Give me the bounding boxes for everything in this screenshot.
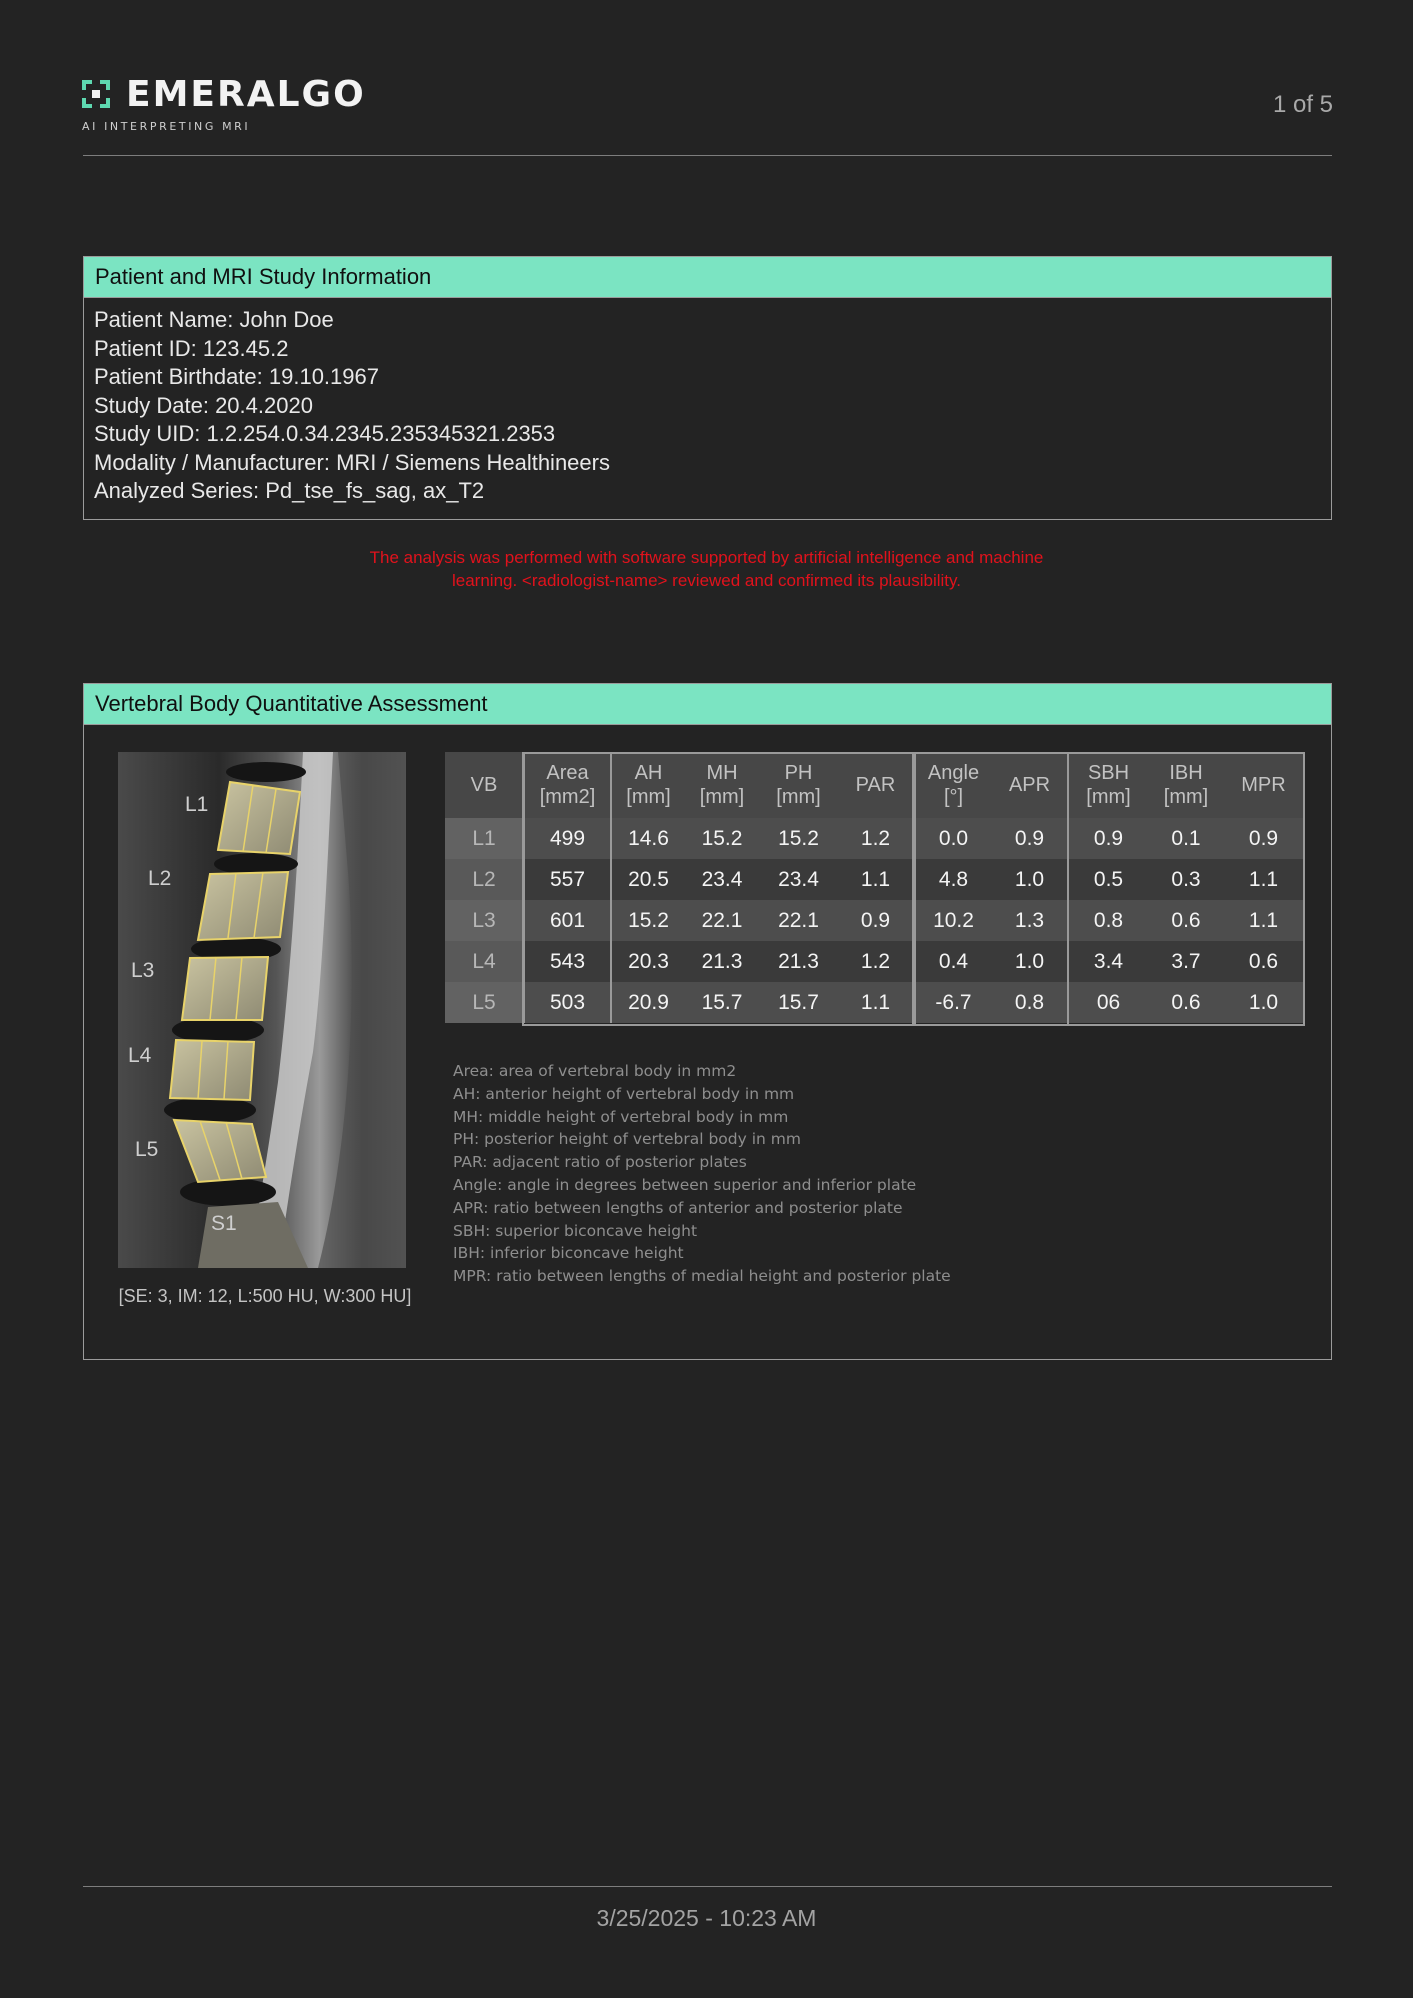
vertebra-level-cell: L5 [445,982,524,1023]
table-cell: 1.1 [1224,900,1303,941]
disclaimer-line: The analysis was performed with software supported by artificial intelligence and machine [369,548,1044,567]
table-row [445,818,1303,859]
table-cell: 21.3 [685,941,759,982]
mri-sagittal-image [118,752,406,1268]
table-cell: 0.9 [838,900,914,941]
table-cell: 1.2 [838,818,914,859]
table-cell: 3.4 [1068,941,1148,982]
table-cell: 3.7 [1148,941,1224,982]
table-cell: 1.1 [838,982,914,1023]
vertebra-label-l2: L2 [148,867,172,890]
patient-info-list [84,298,1331,506]
table-cell: 0.0 [914,818,992,859]
col-header-angle: Angle [°] [914,752,992,818]
patient-info-title: Patient and MRI Study Information [84,257,1331,298]
table-cell: 06 [1068,982,1148,1023]
table-cell: 1.1 [838,859,914,900]
table-cell: 601 [524,900,611,941]
table-cell: 15.7 [759,982,838,1023]
brand-logo [82,76,382,136]
table-cell: 557 [524,859,611,900]
legend-item: PH: posterior height of vertebral body in mm [453,1130,801,1149]
legend-item: SBH: superior biconcave height [453,1221,698,1240]
abbreviation-legend [453,1060,951,1288]
footer-divider [83,1886,1332,1887]
disclaimer-line: learning. <radiologist-name> reviewed and confirmed its plausibility. [451,571,961,590]
vertebra-label-l3: L3 [131,959,155,982]
vertebral-assessment-title: Vertebral Body Quantitative Assessment [84,684,1331,725]
col-header-area: Area [mm2] [524,752,611,818]
col-header-sbh: SBH [mm] [1068,752,1148,818]
vertebra-label-l4: L4 [128,1044,152,1067]
vertebra-label-l1: L1 [185,793,209,816]
col-header-vb: VB [445,752,524,818]
col-header-mh: MH [mm] [685,752,759,818]
patient-id: Patient ID: 123.45.2 [94,335,289,361]
table-cell: 0.6 [1224,941,1303,982]
vertebra-label-l5: L5 [135,1138,159,1161]
table-cell: 0.9 [992,818,1068,859]
vertebral-measurements-table [445,752,1304,1023]
col-header-ph: PH [mm] [759,752,838,818]
vertebra-level-cell: L2 [445,859,524,900]
table-cell: 0.9 [1068,818,1148,859]
col-header-par: PAR [838,752,914,818]
table-cell: 1.0 [1224,982,1303,1023]
study-uid: Study UID: 1.2.254.0.34.2345.235345321.2353 [94,421,556,446]
table-cell: 20.5 [611,859,685,900]
table-row [445,941,1303,982]
legend-item: MH: middle height of vertebral body in mm [453,1107,789,1126]
table-cell: 15.7 [685,982,759,1023]
patient-name: Patient Name: John Doe [94,307,334,332]
table-cell: 499 [524,818,611,859]
table-cell: 23.4 [685,859,759,900]
header-divider [83,155,1332,156]
table-cell: 10.2 [914,900,992,941]
modality-manufacturer: Modality / Manufacturer: MRI / Siemens Healthineers [94,449,610,475]
page-indicator: 1 of 5 [1272,91,1333,118]
table-cell: 21.3 [759,941,838,982]
table-cell: 20.9 [611,982,685,1023]
table-cell: 4.8 [914,859,992,900]
table-cell: 14.6 [611,818,685,859]
mri-image-caption: [SE: 3, IM: 12, L:500 HU, W:300 HU] [118,1286,412,1306]
table-cell: 0.6 [1148,900,1224,941]
ai-disclaimer [83,546,1330,592]
table-cell: 0.3 [1148,859,1224,900]
study-date: Study Date: 20.4.2020 [94,392,313,418]
legend-item: IBH: inferior biconcave height [453,1244,684,1263]
legend-item: APR: ratio between lengths of anterior and posterior plate [453,1198,903,1217]
legend-item: Area: area of vertebral body in mm2 [453,1062,737,1080]
table-cell: 0.6 [1148,982,1224,1023]
brand-tagline: AI INTERPRETING MRI [82,120,251,133]
table-row [445,859,1303,900]
table-cell: 1.1 [1224,859,1303,900]
table-cell: 0.9 [1224,818,1303,859]
table-cell: -6.7 [914,982,992,1023]
table-row [445,900,1303,941]
legend-item: MPR: ratio between lengths of medial height and posterior plate [453,1267,951,1286]
brand-name: EMERALGO [126,74,366,115]
table-cell: 20.3 [611,941,685,982]
vertebra-level-cell: L1 [445,818,524,859]
vertebra-level-cell: L4 [445,941,524,982]
table-cell: 15.2 [611,900,685,941]
vertebra-label-s1: S1 [211,1212,237,1235]
table-cell: 23.4 [759,859,838,900]
col-header-ibh: IBH [mm] [1148,752,1224,818]
table-cell: 0.8 [992,982,1068,1023]
table-cell: 0.5 [1068,859,1148,900]
table-cell: 0.1 [1148,818,1224,859]
legend-item: AH: anterior height of vertebral body in mm [453,1084,795,1103]
table-row [445,982,1303,1023]
table-cell: 1.2 [838,941,914,982]
table-cell: 0.8 [1068,900,1148,941]
col-header-apr: APR [992,752,1068,818]
table-cell: 15.2 [759,818,838,859]
table-cell: 543 [524,941,611,982]
vertebra-level-cell: L3 [445,900,524,941]
patient-info-panel [83,256,1332,520]
mri-spine-graphic [118,752,406,1268]
emeralgo-logo-icon [82,80,110,108]
analyzed-series: Analyzed Series: Pd_tse_fs_sag, ax_T2 [94,478,485,503]
table-cell: 1.0 [992,941,1068,982]
patient-birthdate: Patient Birthdate: 19.10.1967 [94,364,379,389]
table-cell: 0.4 [914,941,992,982]
report-timestamp: 3/25/2025 - 10:23 AM [596,1905,817,1931]
col-header-mpr: MPR [1224,752,1303,818]
legend-item: PAR: adjacent ratio of posterior plates [453,1153,747,1172]
table-cell: 1.3 [992,900,1068,941]
legend-item: Angle: angle in degrees between superior and inferior plate [453,1175,917,1194]
col-header-ah: AH [mm] [611,752,685,818]
table-cell: 22.1 [759,900,838,941]
table-cell: 15.2 [685,818,759,859]
table-cell: 22.1 [685,900,759,941]
table-cell: 1.0 [992,859,1068,900]
table-header-row [445,752,1303,818]
table-cell: 503 [524,982,611,1023]
